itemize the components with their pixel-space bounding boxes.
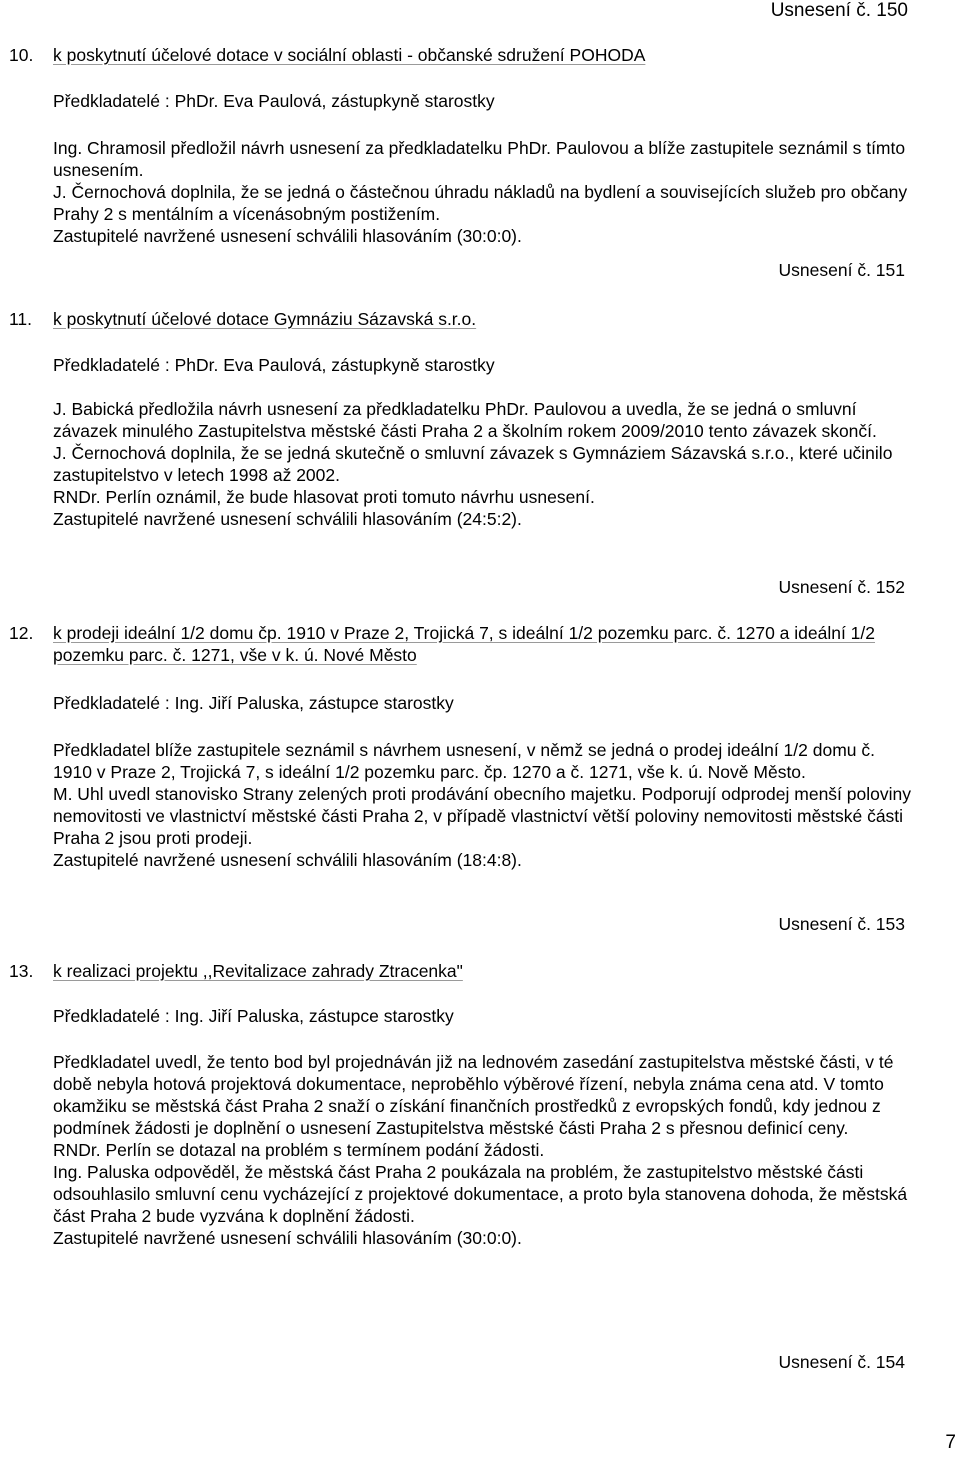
resolution-number: Usnesení č. 151 — [778, 260, 905, 280]
paragraph: J. Černochová doplnila, že se jedná o částečnou úhradu nákladů na bydlení a souvisejících služeb pro občany Prahy 2 s mentálním a vícenásobným postižením. — [53, 182, 908, 224]
paragraph: J. Babická předložila návrh usnesení za předkladatelku PhDr. Paulovou a uvedla, že se jedná o smluvní závazek minulého Zastupitelstva městské části Praha 2 a školním rokem 2009/2010 tento závazek skončí. — [53, 399, 877, 441]
paragraph: Zastupitelé navržené usnesení schválili hlasováním (18:4:8). — [53, 850, 522, 870]
paragraph: J. Černochová doplnila, že se jedná skutečně o smluvní závazek s Gymnáziem Sázavská s.r.o., které učinilo zastupitelstvo v letech 1998 až 2002. — [53, 443, 893, 485]
agenda-item-body — [53, 137, 913, 247]
resolution-number: Usnesení č. 150 — [770, 0, 908, 21]
agenda-item-title: k poskytnutí účelové dotace v sociální oblasti - občanské sdružení POHODA — [53, 45, 646, 65]
agenda-item-body — [53, 398, 913, 530]
agenda-item-body — [53, 739, 913, 871]
agenda-item-heading — [9, 308, 910, 330]
paragraph: RNDr. Perlín oznámil, že bude hlasovat proti tomuto návrhu usnesení. — [53, 487, 595, 507]
paragraph: Ing. Chramosil předložil návrh usnesení za předkladatelku PhDr. Paulovou a blíže zastupitele seznámil s tímto usnesením. — [53, 138, 906, 180]
submitter-line: Předkladatelé : PhDr. Eva Paulová, zástupkyně starostky — [53, 91, 495, 111]
submitter-line: Předkladatelé : PhDr. Eva Paulová, zástupkyně starostky — [53, 355, 495, 375]
paragraph: Zastupitelé navržené usnesení schválili hlasováním (30:0:0). — [53, 226, 522, 246]
agenda-item-number: 12. — [9, 623, 34, 643]
paragraph: Ing. Paluska odpověděl, že městská část Praha 2 poukázala na problém, že zastupitelstvo městské části odsouhlasilo smluvní cenu vycházející z projektové dokumentace, a proto byla stanovena dohoda, že městská část Praha 2 bude vyzvána k doplnění žádosti. — [53, 1162, 908, 1226]
agenda-item-title: k realizaci projektu ,,Revitalizace zahrady Ztracenka" — [53, 961, 463, 981]
paragraph: Zastupitelé navržené usnesení schválili hlasováním (30:0:0). — [53, 1228, 522, 1248]
agenda-item-heading — [9, 960, 910, 982]
agenda-item-number: 10. — [9, 45, 34, 65]
resolution-number: Usnesení č. 152 — [778, 577, 905, 597]
paragraph: Předkladatel uvedl, že tento bod byl projednáván již na lednovém zasedání zastupitelstva městské části, v té době nebyla hotová projektová dokumentace, neproběhlo výběrové řízení, nebyla známa cena atd. V tomto okamžiku se městská část Praha 2 snaží o získání finančních prostředků z evropských fondů, kdy jednou z podmínek žádosti je doplnění o usnesení Zastupitelstva městské části Praha 2 s přesnou definicí ceny. — [53, 1052, 894, 1138]
agenda-item-body — [53, 1051, 913, 1249]
resolution-number: Usnesení č. 154 — [778, 1352, 905, 1372]
agenda-item-number: 11. — [9, 309, 33, 329]
page-number: 7 — [945, 1432, 956, 1453]
paragraph: M. Uhl uvedl stanovisko Strany zelených proti prodávání obecního majetku. Podporují odprodej menší poloviny nemovitosti ve vlastnictví městské části Praha 2, v případě vlastnictví větší poloviny nemovitosti městské části Praha 2 jsou proti prodeji. — [53, 784, 911, 848]
paragraph: Zastupitelé navržené usnesení schválili hlasováním (24:5:2). — [53, 509, 522, 529]
agenda-item-heading — [9, 622, 910, 666]
paragraph: RNDr. Perlín se dotazal na problém s termínem podání žádosti. — [53, 1140, 545, 1160]
submitter-line: Předkladatelé : Ing. Jiří Paluska, zástupce starostky — [53, 693, 454, 713]
agenda-item-number: 13. — [9, 961, 34, 981]
paragraph: Předkladatel blíže zastupitele seznámil s návrhem usnesení, v němž se jedná o prodej ideální 1/2 domu č. 1910 v Praze 2, Trojická 7, s ideální 1/2 pozemku parc. čp. 1270 a č. 1271, vše k. ú. Nově Město. — [53, 740, 875, 782]
resolution-number: Usnesení č. 153 — [778, 914, 905, 934]
agenda-item-title: k poskytnutí účelové dotace Gymnáziu Sázavská s.r.o. — [53, 309, 477, 329]
agenda-item-title: k prodeji ideální 1/2 domu čp. 1910 v Praze 2, Trojická 7, s ideální 1/2 pozemku parc. č. 1270 a ideální 1/2 pozemku parc. č. 1271, vše v k. ú. Nové Město — [53, 623, 876, 665]
submitter-line: Předkladatelé : Ing. Jiří Paluska, zástupce starostky — [53, 1006, 454, 1026]
agenda-item-heading — [9, 44, 910, 66]
